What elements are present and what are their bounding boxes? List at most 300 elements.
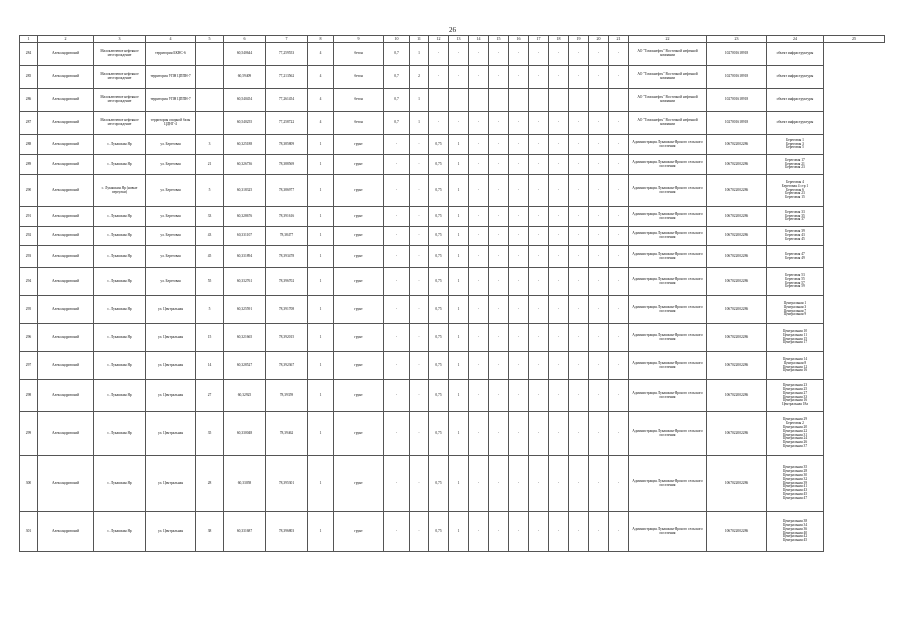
- cell-house: 5: [196, 175, 224, 207]
- cell-c13: 0,75: [429, 207, 449, 227]
- cell-c22: -: [609, 66, 629, 89]
- cell-c13: 0,75: [429, 412, 449, 456]
- cell-c15: -: [469, 112, 489, 135]
- cell-settlement: с. Лукашкин Яр: [94, 246, 146, 268]
- cell-lat: 60,326736: [224, 155, 266, 175]
- cell-n: 289: [20, 155, 38, 175]
- cell-c14: -: [449, 43, 469, 66]
- cell-c13: 0,75: [429, 512, 449, 552]
- cell-house: 21: [196, 155, 224, 175]
- cell-c15: -: [469, 512, 489, 552]
- cell-n: 292: [20, 227, 38, 246]
- cell-district: Александровский: [38, 268, 94, 296]
- cell-owner: Администрация Лукашкин-Ярского сельского поселения: [629, 512, 707, 552]
- cell-district: Александровский: [38, 89, 94, 112]
- cell-c13: 0,75: [429, 456, 449, 512]
- cell-house: 3: [196, 135, 224, 155]
- source-item: Центральная 32: [782, 476, 808, 481]
- cell-inn: 1067022002286: [707, 135, 767, 155]
- cell-n: 293: [20, 246, 38, 268]
- cell-c17: -: [509, 135, 529, 155]
- source-item: Центральная 20: [782, 424, 808, 429]
- cell-c22: -: [609, 207, 629, 227]
- cell-c12: -: [410, 380, 429, 412]
- column-header: 15: [489, 36, 509, 43]
- cell-c16: -: [489, 207, 509, 227]
- cell-c14: 1: [449, 268, 469, 296]
- cell-c21: -: [589, 207, 609, 227]
- cell-c22: -: [609, 456, 629, 512]
- cell-c21: -: [589, 268, 609, 296]
- cell-c18: -: [529, 456, 549, 512]
- cell-n: 288: [20, 135, 38, 155]
- column-header: 6: [224, 36, 266, 43]
- cell-c21: -: [589, 112, 609, 135]
- cell-street: ул. Центральная: [146, 296, 196, 324]
- cell-c15: -: [469, 324, 489, 352]
- cell-lon: 78,388569: [266, 155, 308, 175]
- cell-c21: -: [589, 43, 609, 66]
- cell-c20: -: [569, 352, 589, 380]
- cell-c20: -: [569, 268, 589, 296]
- source-item: Центральная 31: [782, 432, 808, 437]
- cell-street: ул. Центральная: [146, 412, 196, 456]
- cell-inn: 1067022002286: [707, 268, 767, 296]
- table-body: [20, 43, 885, 552]
- source-item: Центральная 16: [782, 368, 808, 373]
- cell-c22: -: [609, 43, 629, 66]
- cell-c15: -: [469, 155, 489, 175]
- cell-area: -: [384, 456, 410, 512]
- source-item: Центральная 37: [782, 444, 808, 449]
- cell-c16: -: [489, 246, 509, 268]
- cell-street: территория УПН ЦППН-7: [146, 89, 196, 112]
- cell-n: 301: [20, 512, 38, 552]
- cell-c13: 0,75: [429, 380, 449, 412]
- cell-c18: -: [529, 246, 549, 268]
- cell-inn: 1027001618918: [707, 66, 767, 89]
- cell-lon: 77,213562: [266, 66, 308, 89]
- cell-c18: -: [529, 380, 549, 412]
- cell-lat: 60,540454: [224, 89, 266, 112]
- cell-district: Александровский: [38, 207, 94, 227]
- cell-c22: -: [609, 380, 629, 412]
- cell-c18: -: [529, 268, 549, 296]
- cell-lon: 78,39462: [266, 412, 308, 456]
- cell-area: -: [384, 412, 410, 456]
- cell-lat: 60,540644: [224, 43, 266, 66]
- source-item: Центральная 8: [783, 360, 807, 365]
- cell-area: -: [384, 207, 410, 227]
- cell-surface: грунт: [334, 296, 384, 324]
- cell-c12: -: [410, 135, 429, 155]
- cell-c14: 1: [449, 227, 469, 246]
- cell-lat: 60,331894: [224, 246, 266, 268]
- cell-c15: -: [469, 380, 489, 412]
- cell-c19: -: [549, 512, 569, 552]
- cell-area: -: [384, 512, 410, 552]
- cell-n: 285: [20, 66, 38, 89]
- cell-lat: 60,332761: [224, 268, 266, 296]
- cell-lat: 60,325591: [224, 296, 266, 324]
- cell-c18: [529, 89, 549, 112]
- cell-c19: -: [549, 246, 569, 268]
- source-item: объект инфраструктуры: [776, 51, 814, 56]
- cell-c12: -: [410, 296, 429, 324]
- cell-street: ул. Береговая: [146, 227, 196, 246]
- cell-c22: -: [609, 246, 629, 268]
- cell-area: -: [384, 324, 410, 352]
- cell-c21: -: [589, 380, 609, 412]
- cell-c21: [589, 89, 609, 112]
- cell-lat: 60,321665: [224, 324, 266, 352]
- cell-inn: 1067022002286: [707, 456, 767, 512]
- cell-c13: 0,75: [429, 246, 449, 268]
- cell-c12: 1: [410, 112, 429, 135]
- cell-c14: 1: [449, 380, 469, 412]
- cell-c14: 1: [449, 155, 469, 175]
- cell-owner: АО "Томскнефть" Восточной нефтяной компании: [629, 89, 707, 112]
- cell-lat: 60,328676: [224, 207, 266, 227]
- cell-district: Александровский: [38, 380, 94, 412]
- cell-n: 287: [20, 112, 38, 135]
- cell-street: ул. Центральная: [146, 456, 196, 512]
- header-row: [20, 36, 885, 43]
- cell-settlement: Малоключевое нефтяное месторождение: [94, 112, 146, 135]
- cell-house: 35: [196, 412, 224, 456]
- cell-house: [196, 112, 224, 135]
- cell-c13: 0,75: [429, 135, 449, 155]
- source-item: Центральная 14: [782, 356, 808, 361]
- cell-district: Александровский: [38, 352, 94, 380]
- cell-owner: АО "Томскнефть" Восточной нефтяной компании: [629, 66, 707, 89]
- cell-sources: [767, 246, 824, 268]
- cell-settlement: с. Лукашкин Яр: [94, 412, 146, 456]
- column-header: 18: [549, 36, 569, 43]
- cell-settlement: с. Лукашкин Яр: [94, 135, 146, 155]
- cell-settlement: с. Лукашкин Яр: [94, 380, 146, 412]
- cell-c14: 1: [449, 175, 469, 207]
- source-item: Береговая 45: [785, 236, 805, 241]
- cell-settlement: с. Лукашкин Яр: [94, 296, 146, 324]
- column-header: 21: [609, 36, 629, 43]
- cell-c16: -: [489, 412, 509, 456]
- cell-owner: Администрация Лукашкин-Ярского сельского поселения: [629, 207, 707, 227]
- source-item: Центральная 40: [782, 530, 808, 535]
- cell-inn: 1067022002286: [707, 246, 767, 268]
- cell-district: Александровский: [38, 324, 94, 352]
- cell-sources: [767, 412, 824, 456]
- source-item: Береговая 59: [785, 284, 805, 289]
- source-item: Береговая 57: [785, 280, 805, 285]
- cell-c13: 0,75: [429, 296, 449, 324]
- cell-area: -: [384, 246, 410, 268]
- cell-owner: Администрация Лукашкин-Ярского сельского поселения: [629, 135, 707, 155]
- cell-lon: 78,396702: [266, 268, 308, 296]
- column-header: 10: [384, 36, 410, 43]
- source-item: Центральная 18а: [782, 402, 808, 407]
- table-row: [20, 412, 885, 456]
- cell-c22: -: [609, 155, 629, 175]
- cell-c12: -: [410, 512, 429, 552]
- cell-house: 45: [196, 246, 224, 268]
- cell-surface: бетон: [334, 43, 384, 66]
- table-row: [20, 155, 885, 175]
- table-row: [20, 268, 885, 296]
- cell-settlement: Малоключевое нефтяное месторождение: [94, 66, 146, 89]
- cell-owner: Администрация Лукашкин-Ярского сельского поселения: [629, 380, 707, 412]
- cell-surface: грунт: [334, 207, 384, 227]
- column-header: 3: [94, 36, 146, 43]
- cell-c13: 0,75: [429, 352, 449, 380]
- cell-c18: -: [529, 207, 549, 227]
- column-header: 25: [824, 36, 885, 43]
- cell-c13: 0,75: [429, 175, 449, 207]
- cell-c21: -: [589, 456, 609, 512]
- cell-owner: АО "Томскнефть" Восточной нефтяной компании: [629, 112, 707, 135]
- cell-house: 14: [196, 352, 224, 380]
- cell-count: 1: [308, 227, 334, 246]
- source-item: Береговая 6: [786, 187, 804, 192]
- cell-c22: -: [609, 135, 629, 155]
- cell-c12: -: [410, 412, 429, 456]
- cell-c16: -: [489, 175, 509, 207]
- cell-n: 290: [20, 175, 38, 207]
- cell-c15: -: [469, 246, 489, 268]
- cell-c19: -: [549, 380, 569, 412]
- source-item: Береговая 4: [786, 179, 804, 184]
- cell-c14: 1: [449, 324, 469, 352]
- cell-lat: 60,32925: [224, 380, 266, 412]
- cell-inn: 1067022002286: [707, 296, 767, 324]
- cell-c21: -: [589, 352, 609, 380]
- cell-c16: -: [489, 380, 509, 412]
- source-item: Береговая 5: [786, 145, 804, 150]
- cell-lat: 60,325188: [224, 135, 266, 155]
- source-item: Береговая 33: [785, 209, 805, 214]
- cell-c17: -: [509, 112, 529, 135]
- source-item: Береговая 3: [786, 141, 804, 146]
- cell-sources: [767, 324, 824, 352]
- cell-c20: [569, 89, 589, 112]
- source-item: Центральная 39: [782, 480, 808, 485]
- cell-owner: Администрация Лукашкин-Ярского сельского поселения: [629, 155, 707, 175]
- column-header: 23: [707, 36, 767, 43]
- cell-sources: [767, 296, 824, 324]
- source-item: Центральная 3: [783, 304, 807, 309]
- cell-c19: -: [549, 352, 569, 380]
- cell-settlement: с. Лукашкин Яр: [94, 268, 146, 296]
- cell-c20: -: [569, 412, 589, 456]
- cell-settlement: с. Лукашкин Яр: [94, 512, 146, 552]
- cell-area: -: [384, 268, 410, 296]
- cell-c20: -: [569, 207, 589, 227]
- cell-owner: Администрация Лукашкин-Ярского сельского поселения: [629, 246, 707, 268]
- cell-sources: [767, 456, 824, 512]
- cell-c12: -: [410, 268, 429, 296]
- source-item: Береговая 23: [785, 165, 805, 170]
- cell-c19: -: [549, 227, 569, 246]
- source-item: Центральная 34: [782, 522, 808, 527]
- cell-street: территория УПН ЦППН-7: [146, 66, 196, 89]
- cell-lon: 77,258722: [266, 112, 308, 135]
- cell-c18: -: [529, 155, 549, 175]
- cell-n: 297: [20, 352, 38, 380]
- source-item: Береговая 21: [785, 161, 805, 166]
- cell-surface: грунт: [334, 175, 384, 207]
- cell-lon: 78,391616: [266, 207, 308, 227]
- cell-c22: -: [609, 324, 629, 352]
- cell-lat: 60,33058: [224, 456, 266, 512]
- cell-c20: -: [569, 456, 589, 512]
- source-item: Центральная 24: [782, 436, 808, 441]
- source-item: Береговая 49: [785, 255, 805, 260]
- cell-c16: -: [489, 296, 509, 324]
- source-item: Центральная 10: [782, 328, 808, 333]
- cell-sources: [767, 155, 824, 175]
- cell-c14: 1: [449, 352, 469, 380]
- source-item: Центральная 15: [782, 336, 808, 341]
- cell-district: Александровский: [38, 112, 94, 135]
- cell-c22: -: [609, 412, 629, 456]
- cell-inn: 1067022002286: [707, 380, 767, 412]
- cell-c16: -: [489, 268, 509, 296]
- cell-c20: -: [569, 227, 589, 246]
- cell-count: 1: [308, 296, 334, 324]
- cell-lat: 60,318325: [224, 175, 266, 207]
- cell-c15: [469, 89, 489, 112]
- cell-c13: 0,75: [429, 227, 449, 246]
- table-row: [20, 246, 885, 268]
- cell-house: [196, 43, 224, 66]
- cell-street: ул. Центральная: [146, 512, 196, 552]
- cell-c18: -: [529, 227, 549, 246]
- cell-c12: -: [410, 207, 429, 227]
- source-item: Центральная 45: [782, 492, 808, 497]
- source-item: Центральная 38: [782, 518, 808, 523]
- source-item: Центральная 1: [783, 300, 807, 305]
- cell-district: Александровский: [38, 66, 94, 89]
- cell-c14: -: [449, 112, 469, 135]
- cell-street: ул. Береговая: [146, 207, 196, 227]
- cell-c22: -: [609, 352, 629, 380]
- cell-surface: грунт: [334, 227, 384, 246]
- source-item: объект инфраструктуры: [776, 97, 814, 102]
- cell-area: -: [384, 296, 410, 324]
- source-item: Береговая 23: [785, 191, 805, 196]
- cell-c16: -: [489, 112, 509, 135]
- cell-c12: -: [410, 175, 429, 207]
- cell-n: 286: [20, 89, 38, 112]
- cell-c12: -: [410, 227, 429, 246]
- cell-surface: грунт: [334, 268, 384, 296]
- cell-c18: -: [529, 135, 549, 155]
- cell-surface: грунт: [334, 324, 384, 352]
- table-row: [20, 207, 885, 227]
- cell-sources: [767, 227, 824, 246]
- cell-house: 27: [196, 380, 224, 412]
- cell-c19: -: [549, 296, 569, 324]
- cell-n: 284: [20, 43, 38, 66]
- cell-surface: бетон: [334, 89, 384, 112]
- cell-sources: [767, 207, 824, 227]
- cell-c17: -: [509, 246, 529, 268]
- registry-table: [19, 35, 885, 552]
- cell-lon: 78,39359: [266, 380, 308, 412]
- cell-owner: Администрация Лукашкин-Ярского сельского поселения: [629, 227, 707, 246]
- cell-area: -: [384, 135, 410, 155]
- cell-lon: 78,38477: [266, 227, 308, 246]
- cell-district: Александровский: [38, 227, 94, 246]
- cell-c18: -: [529, 324, 549, 352]
- cell-count: 1: [308, 246, 334, 268]
- source-item: Центральная 28: [782, 468, 808, 473]
- source-item: Центральная 11: [782, 332, 808, 337]
- cell-owner: Администрация Лукашкин-Ярского сельского поселения: [629, 324, 707, 352]
- source-item: Центральная 47: [782, 496, 808, 501]
- cell-lon: 77,259553: [266, 43, 308, 66]
- column-header: 4: [146, 36, 196, 43]
- cell-c13: -: [429, 112, 449, 135]
- column-header: 8: [308, 36, 334, 43]
- cell-lat: 60,330048: [224, 412, 266, 456]
- column-header: 13: [449, 36, 469, 43]
- cell-settlement: с. Лукашкин Яр: [94, 155, 146, 175]
- cell-c18: -: [529, 175, 549, 207]
- cell-street: ул. Центральная: [146, 352, 196, 380]
- cell-c17: -: [509, 43, 529, 66]
- source-item: Центральная 30: [782, 472, 808, 477]
- cell-n: 291: [20, 207, 38, 227]
- table-row: [20, 66, 885, 89]
- table-row: [20, 456, 885, 512]
- cell-c21: -: [589, 175, 609, 207]
- cell-c16: [489, 89, 509, 112]
- cell-c21: -: [589, 512, 609, 552]
- cell-c19: -: [549, 43, 569, 66]
- source-item: Центральная 27: [782, 390, 808, 395]
- cell-c22: -: [609, 512, 629, 552]
- cell-c17: [509, 89, 529, 112]
- cell-c17: -: [509, 155, 529, 175]
- cell-c22: -: [609, 112, 629, 135]
- cell-surface: грунт: [334, 512, 384, 552]
- cell-area: 0,7: [384, 66, 410, 89]
- cell-district: Александровский: [38, 512, 94, 552]
- cell-c15: -: [469, 135, 489, 155]
- cell-street: ул. Береговая: [146, 155, 196, 175]
- cell-surface: бетон: [334, 66, 384, 89]
- cell-c16: -: [489, 66, 509, 89]
- cell-lat: 60,331687: [224, 512, 266, 552]
- cell-c19: [549, 89, 569, 112]
- cell-area: 0,7: [384, 89, 410, 112]
- column-header: 1: [20, 36, 38, 43]
- cell-surface: грунт: [334, 380, 384, 412]
- cell-c12: -: [410, 456, 429, 512]
- cell-inn: 1067022002286: [707, 227, 767, 246]
- cell-c21: -: [589, 227, 609, 246]
- cell-lon: 78,393478: [266, 246, 308, 268]
- column-header: 5: [196, 36, 224, 43]
- cell-street: ул. Береговая: [146, 268, 196, 296]
- cell-c12: 1: [410, 89, 429, 112]
- table-row: [20, 43, 885, 66]
- cell-c18: -: [529, 412, 549, 456]
- cell-count: 1: [308, 175, 334, 207]
- cell-c19: -: [549, 456, 569, 512]
- table-row: [20, 135, 885, 155]
